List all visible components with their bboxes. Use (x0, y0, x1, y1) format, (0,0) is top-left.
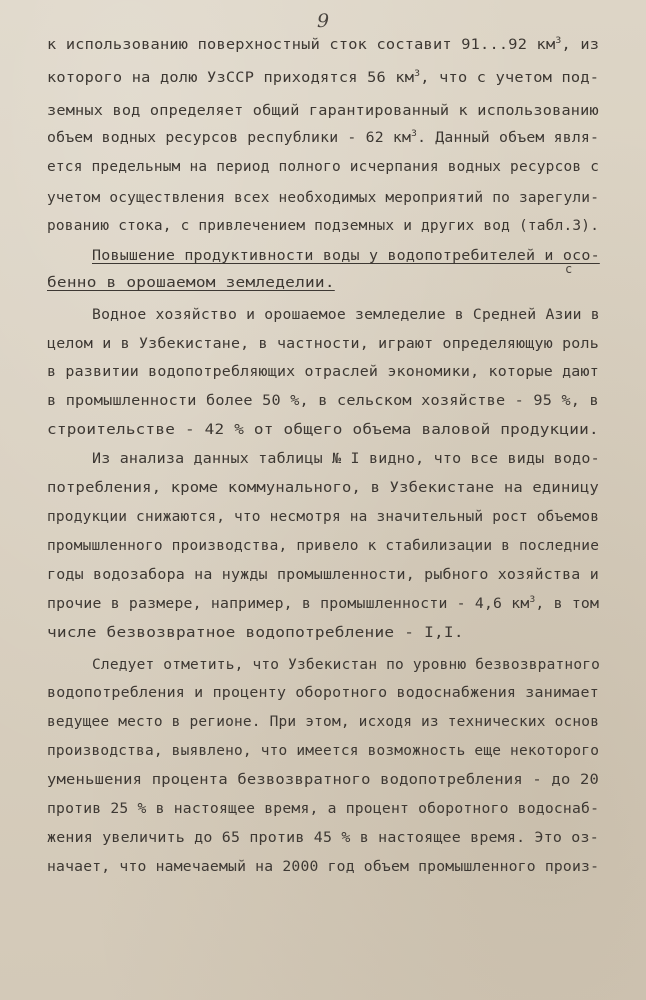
text-line: в развитии водопотребляющих отраслей экономики, которые дают (47, 364, 599, 380)
text-line: учетом осуществления всех необходимых мероприятий по зарегули- (47, 190, 600, 206)
text-line: ется предельным на период полного исчерпания водных ресурсов с (47, 159, 600, 175)
text-line: объем водных ресурсов республики - 62 $км^3$. Данный объем явля- (47, 129, 600, 146)
text-line: начает, что намечаемый на 2000 год объем промышленного произ- (47, 859, 600, 875)
text-line: водопотребления и проценту оборотного водоснабжения занимает (47, 685, 599, 701)
text-line: потребления, кроме коммунального, в Узбекистане на единицу (47, 480, 600, 496)
text-line: Водное хозяйство и орошаемое земледелие в Средней Азии в (92, 307, 600, 323)
text-line: жения увеличить до 65 против 45 % в настоящее время. Это оз- (47, 830, 599, 846)
text-line: уменьшения процента безвозвратного водопотребления - до 20 (47, 772, 600, 788)
text-line: земных вод определяет общий гарантированный к использованию (47, 103, 599, 119)
text-line: числе безвозвратное водопотребление - I,I. (47, 625, 464, 641)
handwritten-mark: с (565, 262, 573, 276)
text-line: Следует отметить, что Узбекистан по уровню безвозвратного (92, 657, 601, 673)
text-line: строительстве - 42 % от общего объема валовой продукции. (47, 422, 599, 438)
text-line: производства, выявлено, что имеется возможность еще некоторого (47, 743, 600, 759)
text-line: прочие в размере, например, в промышленности - 4,6 $км^3$, в том (47, 595, 600, 612)
text-line: целом и в Узбекистане, в частности, играют определяющую роль (47, 336, 599, 352)
section-heading-line: бенно в орошаемом земледелии. (47, 275, 335, 291)
text-line: рованию стока, с привлечением подземных и других вод (табл.3). (47, 218, 600, 234)
text-line: продукции снижаются, что несмотря на значительный рост объемов (47, 509, 600, 525)
text-line: ведущее место в регионе. При этом, исходя из технических основ (47, 714, 600, 730)
text-line: в промышленности более 50 %, в сельском хозяйстве - 95 %, в (47, 393, 599, 409)
text-line: против 25 % в настоящее время, а процент оборотного водоснаб- (47, 801, 600, 817)
text-line: Из анализа данных таблицы № I видно, что все виды водо- (92, 451, 600, 467)
section-heading-line: Повышение продуктивности воды у водопотребителей и осо- (92, 248, 600, 264)
text-line: к использованию поверхностный сток составит 91...92 $км^3$, из (47, 36, 600, 53)
page-number: 9 (316, 10, 330, 32)
text-line: которого на долю УзССР приходятся 56 $км^3$, что с учетом под- (47, 69, 600, 86)
text-line: годы водозабора на нужды промышленности, рыбного хозяйства и (47, 567, 599, 583)
text-line: промышленного производства, привело к стабилизации в последние (47, 538, 600, 554)
